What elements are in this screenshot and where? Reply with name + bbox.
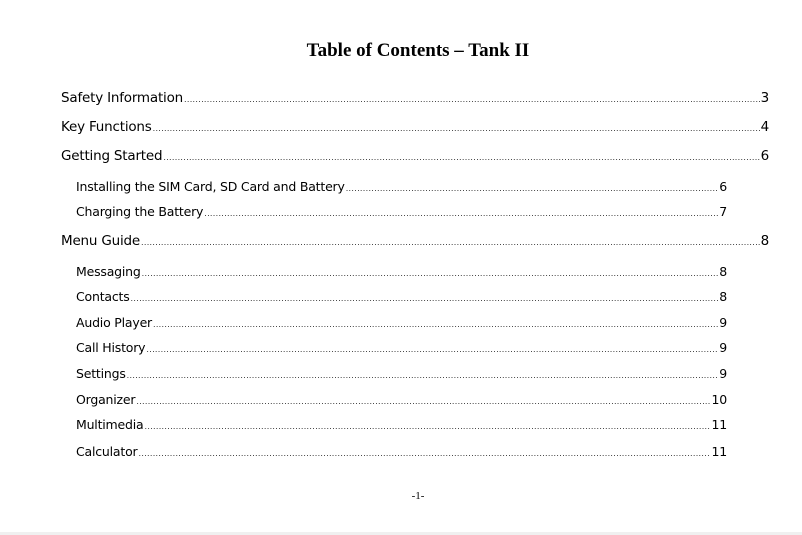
- toc-entry-label: Messaging: [76, 264, 141, 279]
- dot-leader: [153, 124, 760, 133]
- toc-entry-calculator[interactable]: [76, 444, 727, 459]
- toc-entry-audio-player[interactable]: [76, 315, 727, 330]
- toc-entry-page: 10: [711, 392, 727, 407]
- dot-leader: [146, 345, 718, 354]
- dot-leader: [204, 209, 718, 218]
- toc-entry-page: 7: [719, 204, 727, 219]
- toc-entry-multimedia[interactable]: [76, 417, 727, 432]
- toc-entry-label: Key Functions: [61, 119, 152, 135]
- toc-entry-messaging[interactable]: [76, 264, 727, 279]
- toc-entry-page: 9: [719, 366, 727, 381]
- toc-entry-page: 8: [719, 289, 727, 304]
- toc-entry-label: Call History: [76, 340, 146, 355]
- toc-entry-call-history[interactable]: [76, 340, 727, 355]
- dot-leader: [163, 153, 759, 162]
- toc-entry-page: 9: [719, 315, 727, 330]
- dot-leader: [142, 269, 719, 278]
- toc-entry-settings[interactable]: [76, 366, 727, 381]
- toc-entry-getting-started[interactable]: [61, 148, 769, 164]
- page-number-footer: -1-: [411, 490, 425, 502]
- dot-leader: [346, 184, 719, 193]
- toc-entry-page: 11: [711, 444, 727, 459]
- dot-leader: [184, 95, 760, 104]
- toc-entry-charging-battery[interactable]: [76, 204, 727, 219]
- toc-entry-page: 4: [760, 119, 769, 135]
- dot-leader: [136, 397, 710, 406]
- toc-entry-page: 11: [711, 417, 727, 432]
- dot-leader: [131, 294, 719, 303]
- page-title: Table of Contents – Tank II: [306, 40, 530, 61]
- toc-entry-label: Calculator: [76, 444, 138, 459]
- toc-entry-page: 6: [760, 148, 769, 164]
- toc-entry-label: Audio Player: [76, 315, 152, 330]
- toc-entry-key-functions[interactable]: [61, 119, 769, 135]
- dot-leader: [153, 320, 718, 329]
- toc-entry-label: Safety Information: [61, 90, 184, 106]
- toc-entry-menu-guide[interactable]: [61, 233, 769, 249]
- toc-entry-page: 9: [719, 340, 727, 355]
- dot-leader: [138, 449, 710, 458]
- dot-leader: [127, 371, 719, 380]
- toc-entry-label: Getting Started: [61, 148, 163, 164]
- dot-leader: [145, 422, 711, 431]
- toc-entry-label: Charging the Battery: [76, 204, 204, 219]
- dot-leader: [141, 238, 760, 247]
- toc-entry-page: 8: [719, 264, 727, 279]
- toc-entry-organizer[interactable]: [76, 392, 727, 407]
- toc-entry-page: 3: [760, 90, 769, 106]
- toc-entry-label: Settings: [76, 366, 126, 381]
- toc-entry-safety-information[interactable]: [61, 90, 769, 106]
- toc-entry-label: Menu Guide: [61, 233, 141, 249]
- toc-entry-label: Installing the SIM Card, SD Card and Battery: [76, 179, 345, 194]
- toc-entry-contacts[interactable]: [76, 289, 727, 304]
- toc-entry-installing-sim[interactable]: [76, 179, 727, 194]
- toc-entry-label: Contacts: [76, 289, 130, 304]
- toc-entry-page: 8: [760, 233, 769, 249]
- toc-entry-label: Multimedia: [76, 417, 144, 432]
- toc-entry-page: 6: [719, 179, 727, 194]
- toc-entry-label: Organizer: [76, 392, 136, 407]
